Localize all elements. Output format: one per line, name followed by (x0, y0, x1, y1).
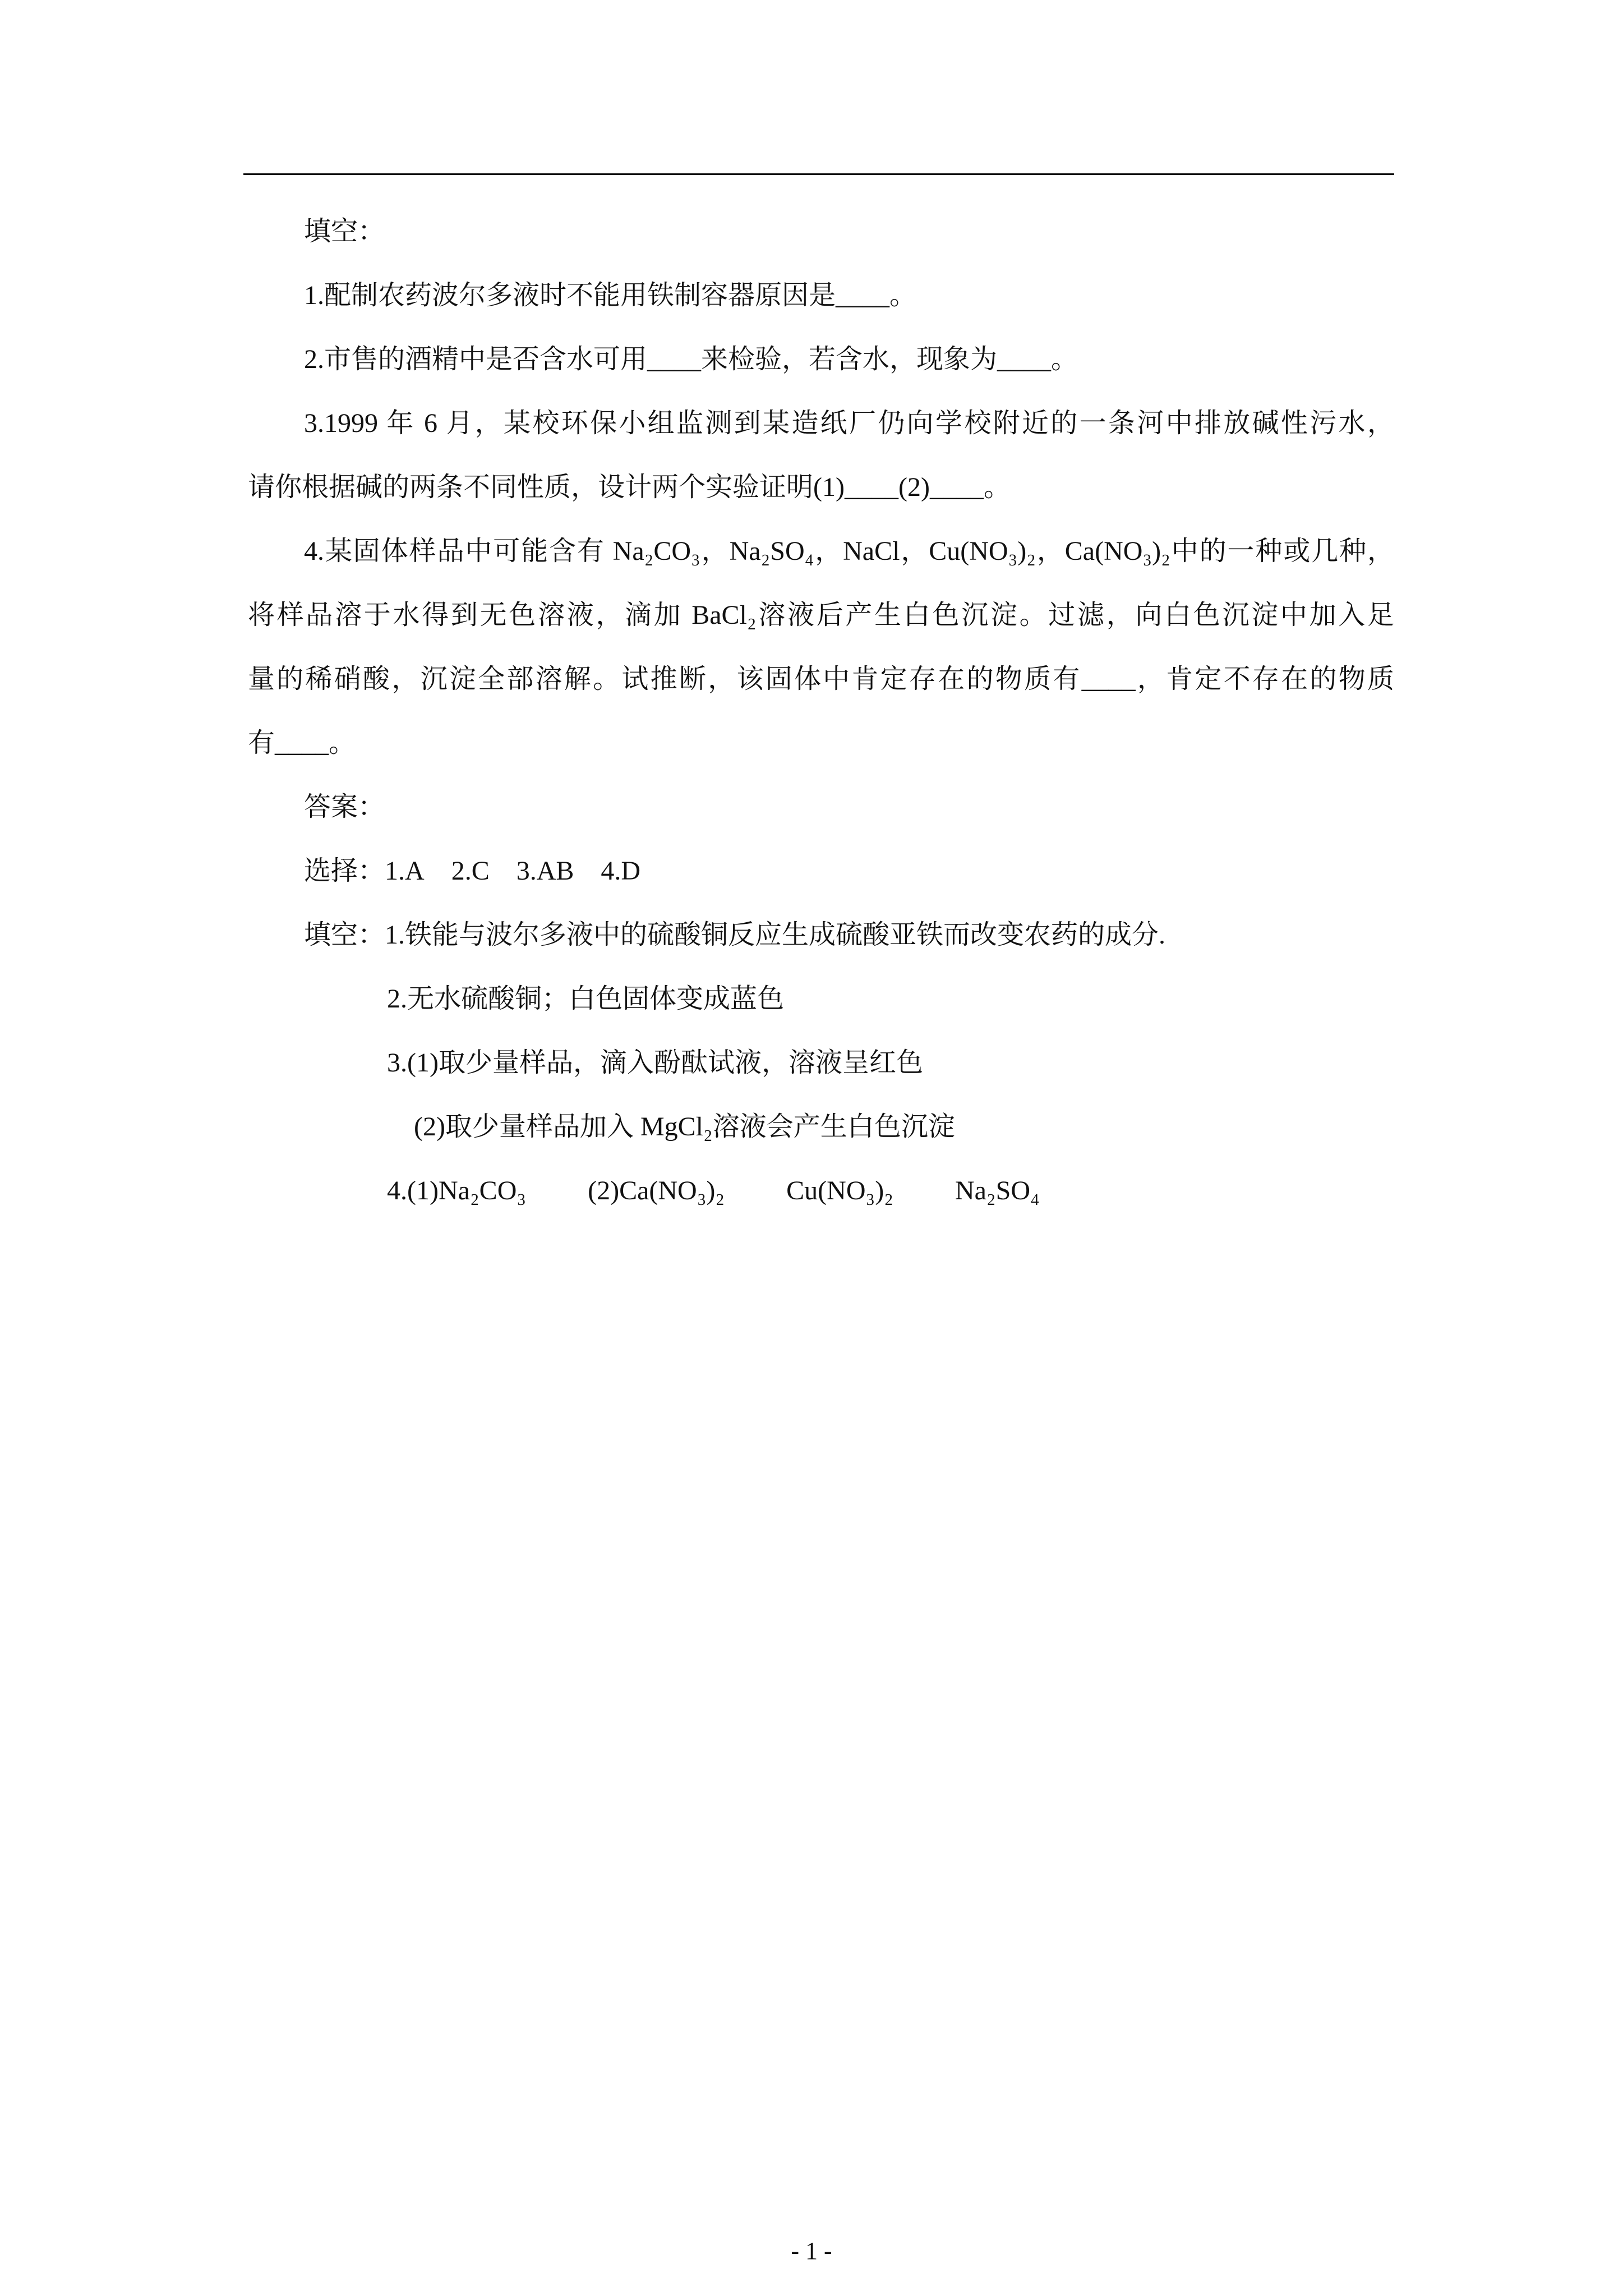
fill-in-section-title: 填空： (304, 217, 385, 246)
question-2: 2.市售的酒精中是否含水可用____来检验，若含水，现象为____。 (304, 344, 1078, 374)
fill-answer-1: 1.铁能与波尔多液中的硫酸铜反应生成硫酸亚铁而改变农药的成分. (385, 920, 1166, 950)
choice-answer-3: 3.AB (516, 856, 574, 886)
question-3-line-2: 请你根据碱的两条不同性质，设计两个实验证明(1)____(2)____。 (248, 472, 1011, 502)
fill-answer-1-row (248, 903, 1394, 967)
worksheet-content (248, 200, 1394, 1223)
fill-answer-2: 2.无水硫酸铜；白色固体变成蓝色 (387, 984, 785, 1014)
fill-answer-4-part-4: Na₂SO₄ (955, 1176, 1040, 1205)
question-4-line-2: 将样品溶于水得到无色溶液，滴加 BaCl₂溶液后产生白色沉淀。过滤，向白色沉淀中加入足 (248, 600, 1394, 630)
choice-answers-label: 选择： (304, 856, 385, 886)
header-rule (243, 173, 1394, 175)
question-1: 1.配制农药波尔多液时不能用铁制容器原因是____。 (304, 280, 917, 310)
choice-answer-1: 1.A (385, 856, 425, 886)
fill-answer-3-line-1: 3.(1)取少量样品，滴入酚酞试液，溶液呈红色 (387, 1048, 923, 1078)
fill-answer-4-part-1: 4.(1)Na₂CO₃ (387, 1176, 527, 1205)
question-4-line-4: 有____。 (248, 728, 356, 758)
fill-answers-label: 填空： (304, 920, 385, 950)
choice-answer-2: 2.C (451, 856, 490, 886)
question-4-line-1: 4.某固体样品中可能含有 Na₂CO₃，Na₂SO₄，NaCl，Cu(NO₃)₂，Ca(NO₃)₂中的一种或几种， (304, 536, 1394, 566)
fill-answer-4-part-2: (2)Ca(NO₃)₂ (588, 1176, 725, 1205)
question-4-line-3: 量的稀硝酸，沉淀全部溶解。试推断，该固体中肯定存在的物质有____，肯定不存在的物质 (248, 664, 1394, 694)
answers-heading: 答案： (304, 792, 385, 822)
choice-answers (248, 839, 1394, 903)
question-3-line-1: 3.1999 年 6 月，某校环保小组监测到某造纸厂仍向学校附近的一条河中排放碱性污水， (304, 408, 1394, 438)
choice-answer-4: 4.D (601, 856, 641, 886)
fill-answer-3-line-2: (2)取少量样品加入 MgCl₂溶液会产生白色沉淀 (414, 1112, 955, 1142)
fill-answer-4 (248, 1159, 1394, 1223)
fill-answer-4-part-3: Cu(NO₃)₂ (786, 1176, 893, 1205)
page-number: - 1 - (791, 2237, 832, 2265)
